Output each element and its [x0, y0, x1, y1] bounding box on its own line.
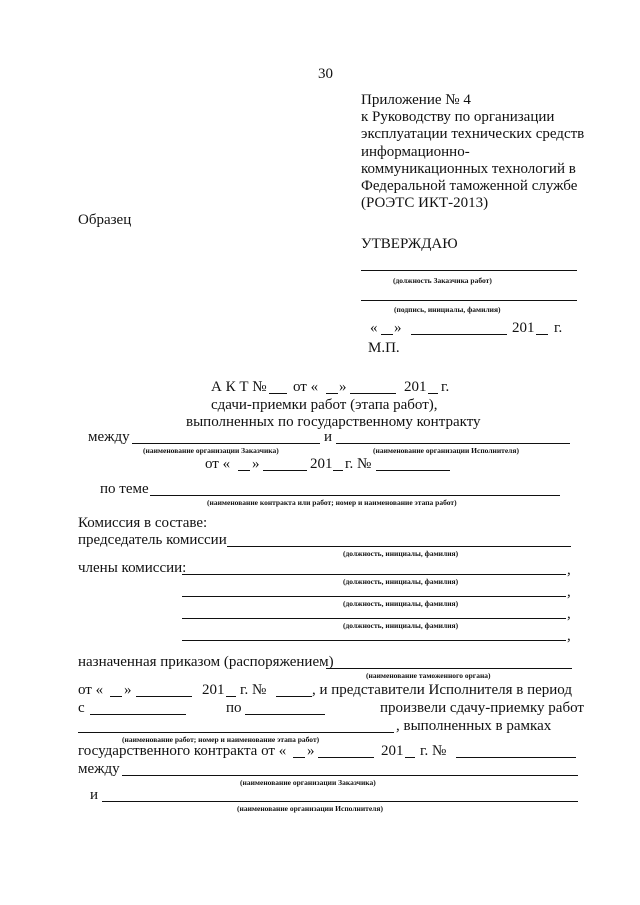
act-title-prefix: А К Т № — [211, 379, 267, 395]
member-line-4[interactable] — [182, 640, 566, 641]
act-year-line[interactable] — [428, 393, 438, 394]
contract-label: государственного контракта от « — [78, 743, 287, 759]
member-line-3[interactable] — [182, 618, 566, 619]
dated-year-line[interactable] — [333, 470, 343, 471]
customer-line[interactable] — [132, 443, 320, 444]
member-comma-4: , — [567, 628, 571, 644]
appendix-line: (РОЭТС ИКТ-2013) — [361, 195, 489, 212]
act-number-line[interactable] — [269, 393, 287, 394]
act-year: 201 — [404, 379, 427, 395]
dated-year: 201 — [310, 456, 333, 472]
commission-composition: Комиссия в составе: — [78, 515, 208, 531]
act-month-line[interactable] — [350, 393, 396, 394]
chair-label: председатель комиссии — [78, 532, 227, 548]
works-caption: (наименование работ; номер и наименование этапа работ) — [122, 735, 320, 744]
signature-line[interactable] — [361, 300, 577, 301]
act-year-suffix: г. — [441, 379, 450, 395]
act-day-line[interactable] — [326, 393, 338, 394]
period-day-line[interactable] — [110, 696, 122, 697]
approve-day-line[interactable] — [381, 334, 393, 335]
act-from: от « — [293, 379, 319, 395]
contract-year: 201 — [381, 743, 404, 759]
period-year: 201 — [202, 682, 225, 698]
approve-year-suffix: г. — [554, 320, 563, 336]
period-year-line[interactable] — [226, 696, 236, 697]
contract-year-line[interactable] — [405, 757, 415, 758]
approve-year-line[interactable] — [536, 334, 548, 335]
signature-caption: (подпись, инициалы, фамилия) — [394, 305, 501, 314]
sample-label: Образец — [78, 212, 132, 228]
works-line[interactable] — [78, 732, 394, 733]
seal-label: М.П. — [368, 340, 400, 356]
period-from: от « — [78, 682, 104, 698]
contract-between: между — [78, 761, 120, 777]
period-quote-close: » — [124, 682, 132, 698]
member-caption-3: (должность, инициалы, фамилия) — [343, 621, 459, 630]
chair-line[interactable] — [227, 546, 571, 547]
member-comma-2: , — [567, 584, 571, 600]
act-subtitle-2: выполненных по государственному контракту — [186, 414, 481, 430]
member-line-2[interactable] — [182, 596, 566, 597]
period-month-line[interactable] — [136, 696, 192, 697]
contract-contractor-caption: (наименование организации Исполнителя) — [237, 804, 383, 813]
approve-year: 201 — [512, 320, 535, 336]
contract-month-line[interactable] — [318, 757, 374, 758]
contractor-line[interactable] — [336, 443, 570, 444]
dated-number-line[interactable] — [376, 470, 450, 471]
member-comma-1: , — [567, 562, 571, 578]
between-label: между — [88, 429, 130, 445]
approve-date-open: « — [370, 320, 378, 336]
contract-and: и — [90, 787, 99, 803]
appendix-line: коммуникационных технологий в — [361, 160, 576, 177]
contractor-caption: (наименование организации Исполнителя) — [373, 446, 519, 455]
chair-caption: (должность, инициалы, фамилия) — [343, 549, 459, 558]
period-text-1: , и представители Исполнителя в период — [312, 682, 572, 698]
appendix-line: эксплуатации технических средств — [361, 126, 585, 143]
dated-day-line[interactable] — [238, 470, 250, 471]
order-line[interactable] — [326, 668, 572, 669]
order-caption: (наименование таможенного органа) — [366, 671, 491, 680]
period-c: с — [78, 700, 85, 716]
dated-quote-close: » — [252, 456, 260, 472]
period-start-line[interactable] — [90, 714, 186, 715]
contract-day-line[interactable] — [293, 757, 305, 758]
page-number: 30 — [318, 66, 333, 82]
topic-label: по теме — [100, 481, 149, 497]
topic-caption: (наименование контракта или работ; номер и наименование этапа работ) — [207, 498, 457, 507]
dated-suffix: г. № — [345, 456, 372, 472]
appendix-line: Федеральной таможенной службе — [361, 178, 578, 195]
contract-customer-line[interactable] — [122, 775, 578, 776]
order-label: назначенная приказом (распоряжением) — [78, 654, 334, 670]
and-label: и — [324, 429, 333, 445]
contract-contractor-line[interactable] — [102, 801, 578, 802]
act-quote-close: » — [339, 379, 347, 395]
period-number-line[interactable] — [276, 696, 312, 697]
period-performed: , выполненных в рамках — [396, 718, 552, 734]
appendix-line: информационно- — [361, 143, 470, 160]
act-subtitle-1: сдачи-приемки работ (этапа работ), — [211, 397, 438, 413]
appendix-line: к Руководству по организации — [361, 109, 555, 126]
contract-quote-close: » — [307, 743, 315, 759]
customer-caption: (наименование организации Заказчика) — [143, 446, 279, 455]
contract-suffix: г. № — [420, 743, 447, 759]
position-caption: (должность Заказчика работ) — [393, 276, 492, 285]
approve-month-line[interactable] — [411, 334, 507, 335]
appendix-line: Приложение № 4 — [361, 92, 471, 108]
period-text-2: произвели сдачу-приемку работ — [380, 700, 584, 716]
position-line[interactable] — [361, 270, 577, 271]
member-caption-2: (должность, инициалы, фамилия) — [343, 599, 459, 608]
topic-line[interactable] — [150, 495, 560, 496]
contract-customer-caption: (наименование организации Заказчика) — [240, 778, 376, 787]
member-line-1[interactable] — [182, 574, 566, 575]
period-po: по — [226, 700, 242, 716]
appendix-block — [361, 92, 584, 212]
dated-from: от « — [205, 456, 231, 472]
dated-month-line[interactable] — [263, 470, 307, 471]
approve-date-close: » — [394, 320, 402, 336]
approve-title: УТВЕРЖДАЮ — [361, 236, 458, 252]
members-label: члены комиссии: — [78, 560, 187, 576]
contract-number-line[interactable] — [456, 757, 576, 758]
period-end-line[interactable] — [245, 714, 325, 715]
member-caption-1: (должность, инициалы, фамилия) — [343, 577, 459, 586]
period-year-suffix: г. № — [240, 682, 267, 698]
member-comma-3: , — [567, 606, 571, 622]
